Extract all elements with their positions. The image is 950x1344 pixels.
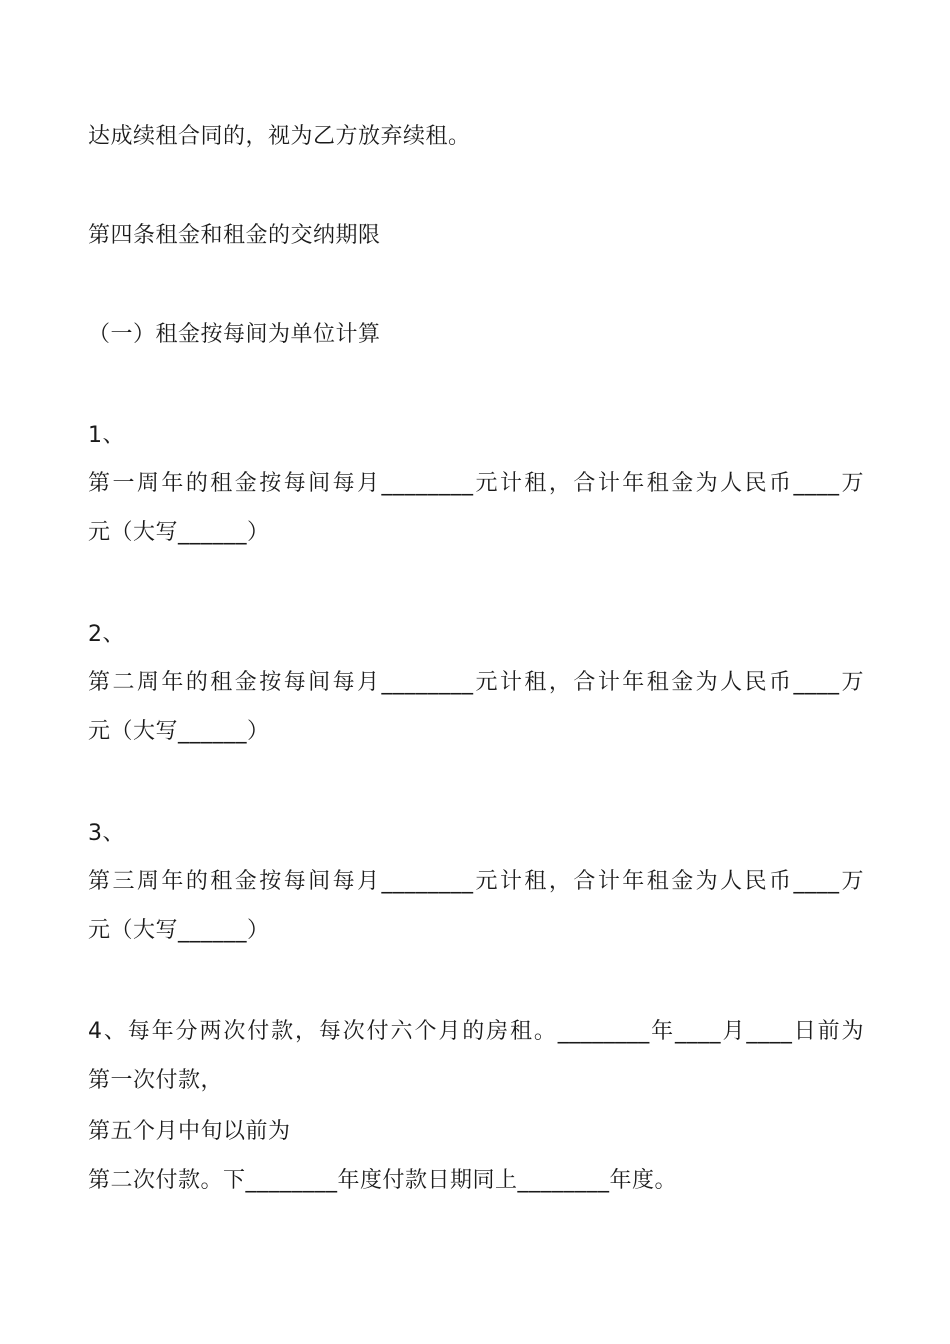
- payment-line1: 4、每年分两次付款，每次付六个月的房租。________年____月____日前为: [88, 1019, 864, 1044]
- payment-line3: 第五个月中旬以前为: [88, 1119, 291, 1144]
- intro-line: 达成续租合同的，视为乙方放弃续租。: [88, 124, 471, 149]
- item-1-number: 1、: [88, 423, 125, 448]
- item-2-number: 2、: [88, 622, 125, 647]
- item-3-line2: 元（大写______）: [88, 918, 270, 943]
- section-title: （一）租金按每间为单位计算: [88, 322, 381, 347]
- item-3-number: 3、: [88, 821, 125, 846]
- item-1-line2: 元（大写______）: [88, 520, 270, 545]
- item-2-line1: 第二周年的租金按每间每月________元计租，合计年租金为人民币____万: [88, 670, 864, 695]
- item-3-line1: 第三周年的租金按每间每月________元计租，合计年租金为人民币____万: [88, 869, 864, 894]
- item-2-line2: 元（大写______）: [88, 719, 270, 744]
- item-1-line1: 第一周年的租金按每间每月________元计租，合计年租金为人民币____万: [88, 471, 864, 496]
- payment-line4: 第二次付款。下________年度付款日期同上________年度。: [88, 1168, 678, 1193]
- article-title: 第四条租金和租金的交纳期限: [88, 223, 381, 248]
- payment-line2: 第一次付款，: [88, 1068, 224, 1093]
